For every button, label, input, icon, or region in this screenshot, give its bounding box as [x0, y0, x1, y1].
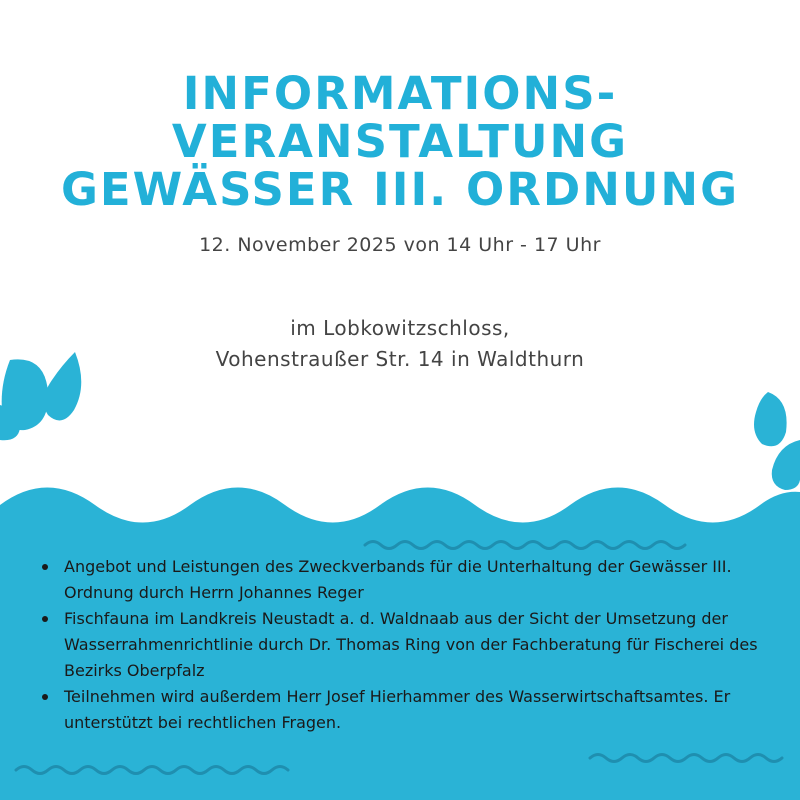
location-line: im Lobkowitzschloss, — [290, 316, 510, 340]
splash-drop-icon — [772, 440, 800, 490]
agenda-item: Teilnehmen wird außerdem Herr Josef Hierhammer des Wasserwirtschaftsamtes. Er unterstützt bei rechtlichen Fragen. — [64, 684, 792, 736]
title-line: INFORMATIONS- — [182, 67, 618, 120]
splash-drop-icon — [754, 392, 787, 446]
agenda-list — [36, 554, 792, 736]
title-line: GEWÄSSER III. ORDNUNG — [60, 163, 740, 216]
agenda-item: Angebot und Leistungen des Zweckverbands für die Unterhaltung der Gewässer III. Ordnung durch Herrn Johannes Reger — [64, 554, 792, 606]
event-title — [0, 67, 800, 216]
event-location — [0, 313, 800, 375]
agenda-item: Fischfauna im Landkreis Neustadt a. d. Waldnaab aus der Sicht der Umsetzung der Wasserrahmenrichtlinie durch Dr. Thomas Ring von der Fachberatung für Fischerei des Bezirks Oberpfalz — [64, 606, 792, 684]
event-date: 12. November 2025 von 14 Uhr - 17 Uhr — [199, 234, 601, 256]
location-line: Vohenstraußer Str. 14 in Waldthurn — [215, 347, 585, 371]
title-line: VERANSTALTUNG — [171, 115, 629, 168]
